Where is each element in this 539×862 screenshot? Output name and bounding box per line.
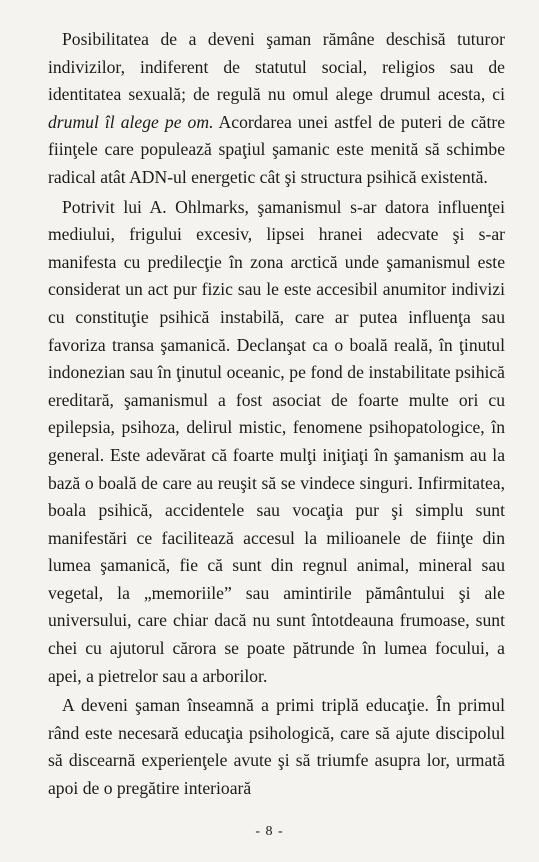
italic-phrase: drumul îl alege pe om. (48, 111, 214, 132)
paragraph-1-text-cont: Acordarea unei astfel de puteri de către fiinţele care populează spaţiul şamanic este menită să schimbe radical atât ADN-ul energetic cât şi structura psihică existentă. (48, 111, 505, 187)
page-body (48, 26, 505, 803)
paragraph-1-text: Posibilitatea de a deveni şaman rămâne deschisă tuturor indivizilor, indiferent de statutul social, religios sau de identitatea sexuală; de regulă nu omul alege drumul acesta, ci (48, 29, 505, 105)
paragraph-1 (48, 26, 505, 192)
paragraph-3 (48, 692, 505, 802)
page-number: - 8 - (255, 824, 284, 839)
paragraph-3-text: A deveni şaman înseamnă a primi triplă educaţie. În primul rând este necesară educaţia psihologică, care să ajute discipolul să discearnă experienţele avute şi să triumfe asupra lor, urmată apoi de o pregătire interioară (48, 695, 505, 799)
paragraph-2-text: Potrivit lui A. Ohlmarks, şamanismul s-ar datora influenţei mediului, frigului excesiv, lipsei hranei adecvate şi s-ar manifesta cu predilecţie în zona arctică unde şamanismul este considerat un act pur fizic sau le este accesibil anumitor indivizi cu constituţie psihică instabilă, care ar putea influenţa sau favoriza transa şamanică. Declanşat ca o boală reală, în ţinutul indonezian sau în ţinutul oceanic, pe fond de instabilitate psihică ereditară, şamanismul a fost asociat de foarte multe ori cu epilepsia, psihoza, delirul mistic, fenomene psihopatologice, în general. Este adevărat că foarte mulţi iniţiaţi în şamanism au la bază o boală de care au reuşit să se vindece singuri. Infirmitatea, boala psihică, accidentele sau vocaţia pur şi simplu sunt manifestări ce facilitează accesul la milioanele de fiinţe din lumea şamanică, fie că sunt din regnul animal, mineral sau vegetal, la „memoriile” sau amintirile pământului şi ale universului, care chiar dacă nu sunt întotdeauna frumoase, sunt chei cu ajutorul cărora se poate pătrunde în lumea focului, a apei, a pietrelor sau a arborilor. (48, 196, 505, 686)
paragraph-2 (48, 194, 505, 691)
